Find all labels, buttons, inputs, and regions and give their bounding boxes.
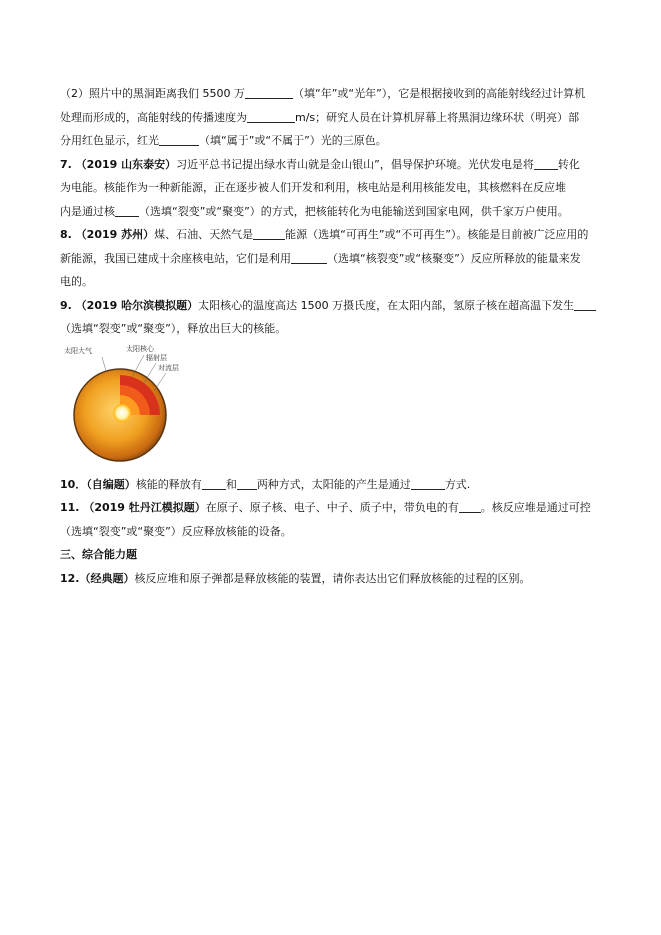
question-source: （2019 哈尔滨模拟题） [75, 298, 199, 312]
question-6-part-2 [60, 82, 605, 153]
worksheet-page [60, 82, 605, 590]
question-source: （2019 山东泰安） [75, 157, 177, 171]
q9-line2: （选填“裂变”或“聚变”），释放出巨大的核能。 [60, 322, 287, 335]
q6-line3-b: （填“属于”或“不属于”）光的三原色。 [199, 134, 387, 147]
q7-line2: 为电能。核能作为一种新能源，正在逐步被人们开发和利用，核电站是利用核能发电，其核燃料在反应堆 [60, 181, 566, 194]
q7-line3-b: （选填“裂变”或“聚变”）的方式，把核能转化为电能输送到国家电网，供千家万户使用。 [139, 204, 569, 218]
label-radiation-layer: 辐射层 [146, 353, 167, 362]
q9-line1: 太阳核心的温度高达 1500 万摄氏度，在太阳内部，氢原子核在超高温下发生 [198, 298, 575, 312]
q12-text: 核反应堆和原子弹都是释放核能的装置，请你表达出它们释放核能的过程的区别。 [134, 571, 531, 585]
answer-blank[interactable] [574, 298, 596, 311]
question-10 [60, 473, 605, 497]
q6-line3-a: 分用红色显示，红光 [60, 134, 159, 147]
q8-line1-b: 能源（选填“可再生”或“不可再生”）。核能是目前被广泛应用的 [285, 228, 589, 241]
q10-text-a: 核能的释放有 [135, 477, 202, 491]
answer-blank[interactable] [534, 157, 558, 170]
answer-blank[interactable] [247, 110, 295, 123]
q8-line1-a: 煤、石油、天然气是 [154, 228, 254, 241]
answer-blank[interactable] [237, 477, 257, 490]
sun-structure-figure [62, 344, 192, 467]
question-11 [60, 496, 605, 543]
question-source: （经典题） [79, 571, 135, 585]
section-title: 三、综合能力题 [60, 548, 137, 561]
question-number: 11. [60, 501, 84, 514]
q6-line1-b: （填“年”或“光年”），它是根据接收到的高能射线经过计算机 [293, 87, 586, 100]
question-source: （2019 牡丹江模拟题） [83, 501, 206, 514]
answer-blank[interactable] [115, 204, 139, 217]
label-sun-core: 太阳核心 [126, 344, 154, 353]
q7-line1-b: 转化 [557, 157, 580, 171]
question-9 [60, 294, 605, 467]
question-number: 12. [60, 571, 80, 585]
q8-line3: 电的。 [60, 275, 93, 288]
q7-line1-a: 习近平总书记提出绿水青山就是金山银山”，倡导保护环境。光伏发电是将 [176, 157, 534, 171]
q11-line2: （选填“裂变”或“聚变”）反应释放核能的设备。 [60, 524, 292, 538]
answer-blank[interactable] [253, 227, 285, 240]
q10-text-b: 和 [225, 477, 237, 491]
question-12 [60, 567, 605, 591]
question-8 [60, 223, 605, 294]
question-source: （自编题） [86, 477, 136, 491]
q11-line1-a: 在原子、原子核、电子、中子、质子中，带负电的有 [205, 501, 459, 514]
q8-line2-b: （选填“核裂变”或“核聚变”）反应所释放的能量来发 [327, 251, 581, 265]
answer-blank[interactable] [459, 500, 481, 513]
question-source: （2019 苏州） [75, 228, 155, 241]
answer-blank[interactable] [159, 133, 199, 146]
q6-line2-b: m/s；研究人员在计算机屏幕上将黑洞边缘环状（明亮）部 [295, 110, 580, 124]
answer-blank[interactable] [245, 86, 293, 99]
question-7 [60, 153, 605, 224]
q10-text-d: 方式. [444, 477, 471, 491]
answer-blank[interactable] [411, 477, 445, 490]
question-number: 8. [60, 228, 76, 241]
q7-line3-a: 内是通过核 [60, 204, 115, 218]
q6-line1-a: （2）照片中的黑洞距离我们 5500 万 [60, 87, 245, 100]
question-number: 7. [60, 157, 76, 171]
q8-line2-a: 新能源，我国已建成十余座核电站，它们是利用 [60, 251, 291, 265]
question-number: 9. [60, 298, 76, 312]
question-number: 10． [60, 477, 87, 491]
q10-text-c: 两种方式，太阳能的产生是通过 [256, 477, 411, 491]
answer-blank[interactable] [291, 251, 327, 264]
answer-blank[interactable] [202, 477, 226, 490]
label-convection-layer: 对流层 [158, 363, 179, 372]
sun-core-shape [113, 404, 131, 422]
q6-line2-a: 处理而形成的，高能射线的传播速度为 [60, 110, 247, 124]
q11-line1-b: 。核反应堆是通过可控 [480, 501, 591, 514]
label-sun-atmosphere: 太阳大气 [64, 346, 92, 355]
